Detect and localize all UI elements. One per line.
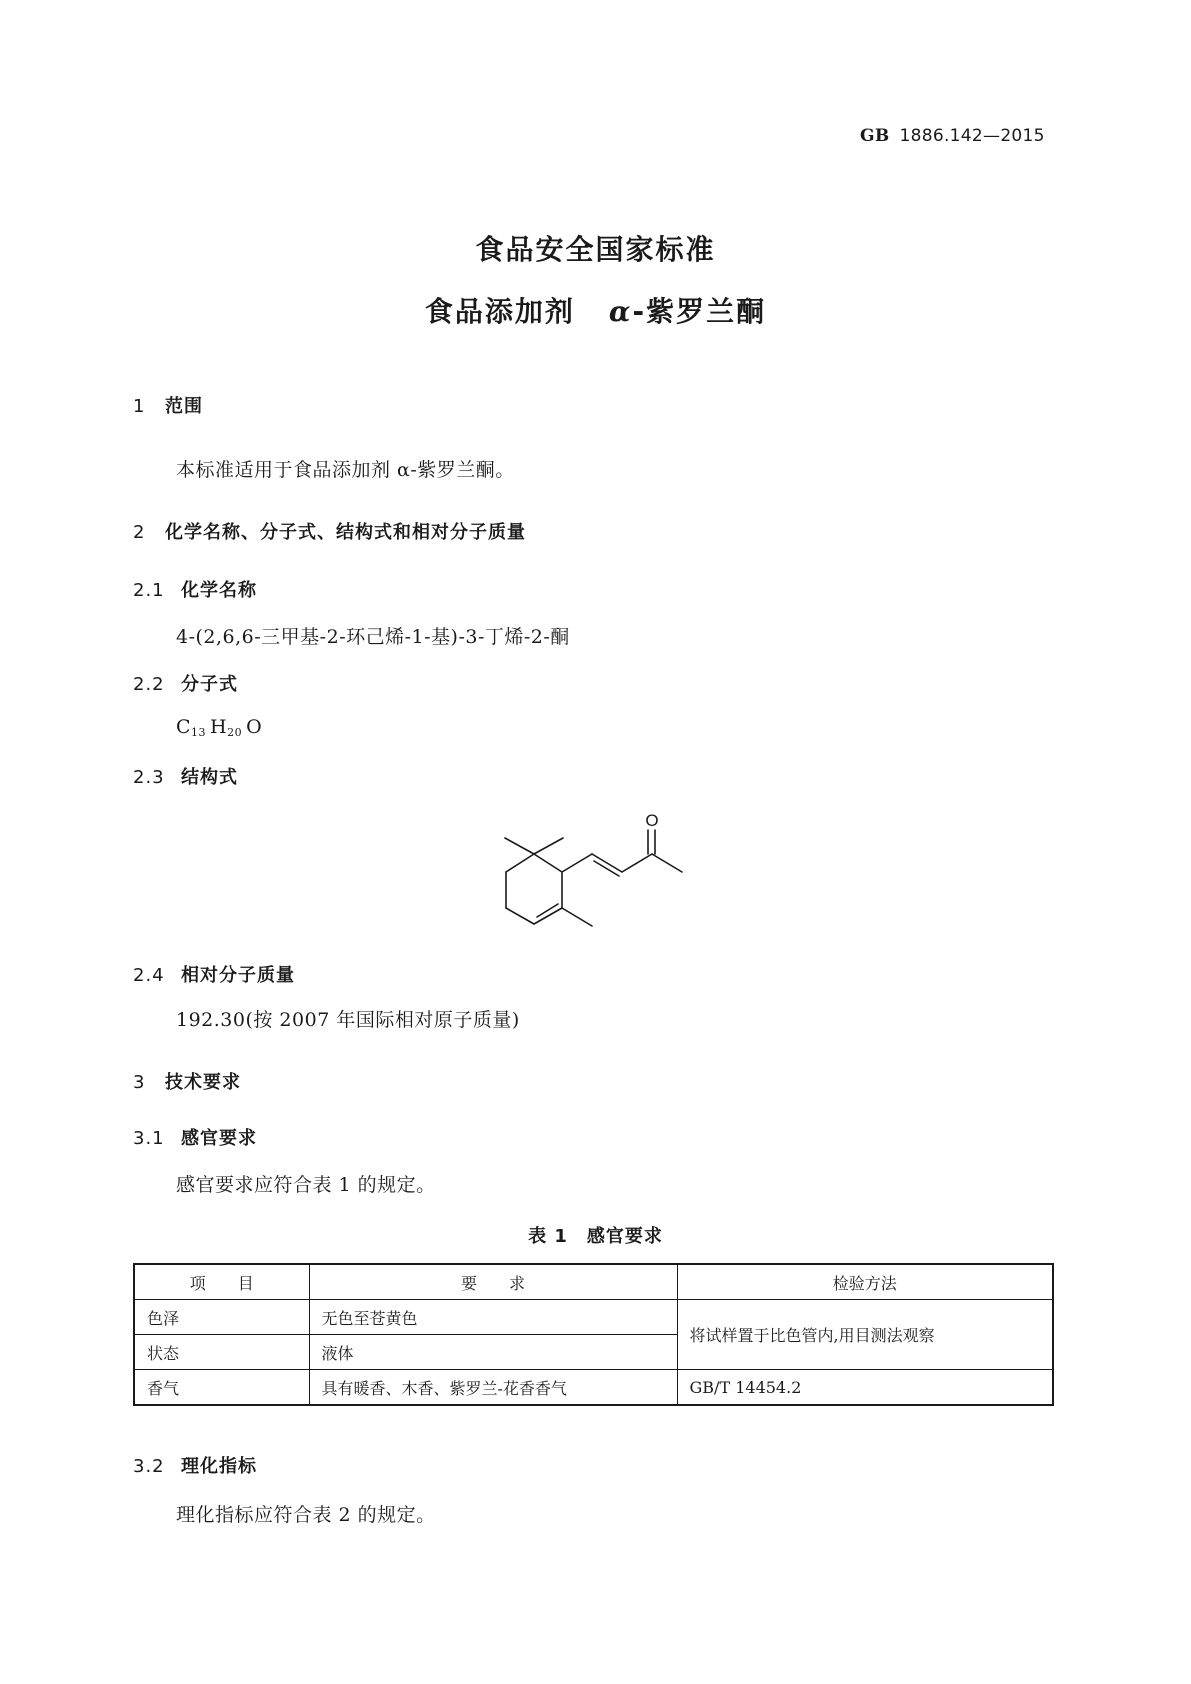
chain-bond-3 bbox=[622, 854, 652, 872]
column-header-requirement: 要 求 bbox=[309, 1264, 677, 1300]
table-1 bbox=[133, 1263, 1054, 1406]
ring-double-bond-inner bbox=[537, 904, 558, 917]
section-2-3-heading: 2.3 结构式 bbox=[133, 767, 238, 788]
cell-method: GB/T 14454.2 bbox=[677, 1370, 1053, 1406]
cell-item: 状态 bbox=[134, 1335, 309, 1370]
oxygen-atom-label: O bbox=[645, 811, 659, 830]
cell-requirement: 液体 bbox=[309, 1335, 677, 1370]
section-2-4-heading: 2.4 相对分子质量 bbox=[133, 965, 295, 986]
chemical-name: 4-(2,6,6-三甲基-2-环己烯-1-基)-3-丁烯-2-酮 bbox=[176, 626, 570, 648]
column-header-item: 项 目 bbox=[134, 1264, 309, 1300]
table-header-row bbox=[134, 1264, 1053, 1300]
table-1-caption: 表 1 感官要求 bbox=[528, 1226, 663, 1247]
cell-requirement: 无色至苍黄色 bbox=[309, 1300, 677, 1335]
molecular-formula: $C_{13}$ $H_{20}$ O bbox=[176, 716, 263, 739]
document-title-line1: 食品安全国家标准 bbox=[475, 233, 716, 266]
section-3-1-heading: 3.1 感官要求 bbox=[133, 1128, 257, 1149]
ring-methyl-bond bbox=[562, 908, 592, 926]
methyl-bond-2 bbox=[534, 838, 563, 854]
standard-code: 1886.142—2015 bbox=[899, 126, 1045, 146]
ring-bond-3 bbox=[506, 908, 534, 924]
section-2-2-heading: 2.2 分子式 bbox=[133, 674, 238, 695]
standard-prefix: GB bbox=[860, 126, 890, 146]
section-3-1-text: 感官要求应符合表 1 的规定。 bbox=[176, 1174, 436, 1196]
chain-bond-1 bbox=[562, 854, 592, 872]
structural-formula bbox=[480, 808, 700, 938]
cell-requirement: 具有暖香、木香、紫罗兰-花香香气 bbox=[309, 1370, 677, 1406]
cell-item: 色泽 bbox=[134, 1300, 309, 1335]
section-1-text: 本标准适用于食品添加剂 α-紫罗兰酮。 bbox=[176, 459, 515, 481]
column-header-method: 检验方法 bbox=[677, 1264, 1053, 1300]
table-row bbox=[134, 1370, 1053, 1406]
section-3-2-heading: 3.2 理化指标 bbox=[133, 1456, 257, 1477]
cell-item: 香气 bbox=[134, 1370, 309, 1406]
document-title-line2: 食品添加剂 α-紫罗兰酮 bbox=[424, 295, 767, 328]
standard-number bbox=[860, 126, 1045, 146]
terminal-methyl-bond bbox=[652, 854, 682, 872]
section-1-heading: 1 范围 bbox=[133, 396, 203, 417]
section-3-heading: 3 技术要求 bbox=[133, 1072, 241, 1093]
ring-bond-6 bbox=[534, 854, 562, 872]
ring-bond-1 bbox=[506, 854, 534, 872]
section-2-1-heading: 2.1 化学名称 bbox=[133, 580, 257, 601]
section-3-2-text: 理化指标应符合表 2 的规定。 bbox=[176, 1504, 436, 1526]
section-2-heading: 2 化学名称、分子式、结构式和相对分子质量 bbox=[133, 522, 526, 543]
methyl-bond-1 bbox=[505, 838, 534, 854]
cell-method: 将试样置于比色管内,用目测法观察 bbox=[677, 1300, 1053, 1370]
table-row bbox=[134, 1300, 1053, 1335]
molecular-mass: 192.30(按 2007 年国际相对原子质量) bbox=[176, 1009, 520, 1031]
